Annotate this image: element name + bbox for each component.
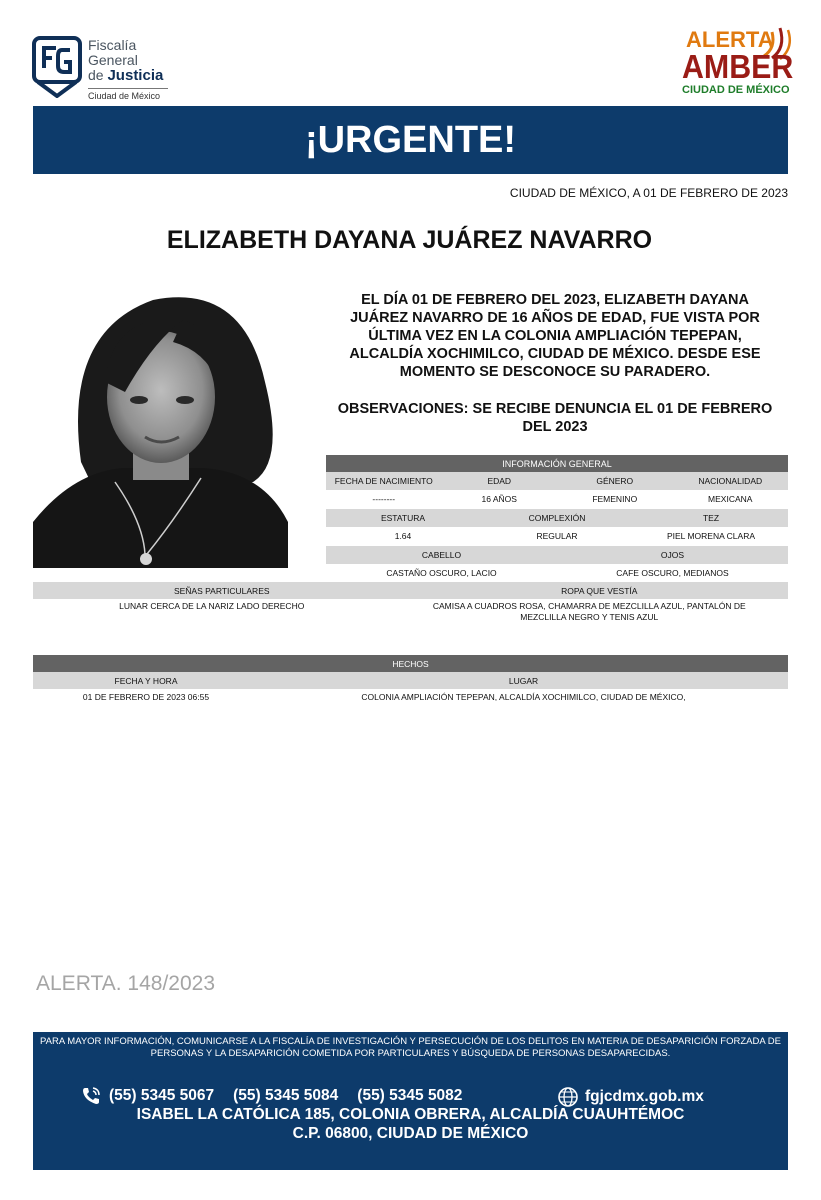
table-cell: FEMENINO: [592, 494, 638, 504]
fiscalia-line3-bold: Justicia: [107, 67, 164, 84]
table-header-cell: ESTATURA: [380, 513, 426, 523]
table-cell: 16 AÑOS: [481, 494, 517, 504]
footer-info-text: PARA MAYOR INFORMACIÓN, COMUNICARSE A LA FISCALÍA DE INVESTIGACIÓN Y PERSECUCIÓN DE LOS DELITOS EN MATERIA DE DESAPARICIÓN FORZADA DE PERSONAS Y LA DESAPARICIÓN COMETIDA POR PARTICULARES Y BÚSQUEDA DE PERSONAS DESAPARECIDAS.: [40, 1036, 781, 1059]
info-values-row4: [33, 600, 788, 622]
person-name: ELIZABETH DAYANA JUÁREZ NAVARRO: [166, 226, 653, 254]
phone-number[interactable]: (55) 5345 5067: [109, 1087, 215, 1104]
date-line: CIUDAD DE MÉXICO, A 01 DE FEBRERO DE 2023: [509, 186, 788, 200]
hechos-title: [33, 655, 788, 672]
website-link[interactable]: fgjcdmx.gob.mx: [585, 1088, 704, 1105]
table-cell: CASTAÑO OSCURO, LACIO: [386, 568, 497, 578]
table-cell: PIEL MORENA CLARA: [666, 531, 756, 541]
person-photo: [33, 272, 288, 568]
table-header-cell: NACIONALIDAD: [698, 476, 763, 486]
fgj-emblem-icon: [32, 36, 82, 98]
table-cell: MEXICANA: [708, 494, 753, 504]
phone-icon: [81, 1086, 101, 1106]
table-cell: --------: [372, 494, 396, 504]
portrait-image: [33, 272, 288, 568]
table-cell: COLONIA AMPLIACIÓN TEPEPAN, ALCALDÍA XOCHIMILCO, CIUDAD DE MÉXICO,: [361, 691, 686, 702]
urgent-banner: ¡URGENTE!: [33, 106, 788, 174]
table-header-cell: LUGAR: [508, 675, 539, 686]
address-line1: ISABEL LA CATÓLICA 185, COLONIA OBRERA, ALCALDÍA CUAUHTÉMOC: [136, 1106, 685, 1123]
phone-list: [81, 1086, 481, 1106]
footer-contact: [33, 1032, 788, 1170]
hechos-values: [33, 689, 788, 704]
table-header-cell: GÉNERO: [596, 476, 634, 486]
info-headers-row1: [326, 472, 788, 490]
amber-line1: ALERTA: [686, 27, 774, 52]
info-title-text: INFORMACIÓN GENERAL: [502, 458, 612, 469]
fiscalia-line1: Fiscalía: [88, 37, 137, 53]
table-header-cell: SEÑAS PARTICULARES: [173, 585, 270, 596]
hechos-headers: [33, 672, 788, 689]
table-cell: CAMISA A CUADROS ROSA, CHAMARRA DE MEZCLILLA AZUL, PANTALÓN DE MEZCLILLA NEGRO Y TENIS AZUL: [432, 601, 746, 622]
amber-line2: AMBER: [682, 48, 794, 85]
info-headers-row4: [33, 582, 788, 599]
table-cell: LUNAR CERCA DE LA NARIZ LADO DERECHO: [119, 601, 305, 611]
case-observations: OBSERVACIONES: SE RECIBE DENUNCIA EL 01 DE FEBRERO DEL 2023: [337, 401, 773, 435]
table-header-cell: FECHA DE NACIMIENTO: [334, 476, 433, 486]
alert-number: ALERTA. 148/2023: [36, 972, 216, 995]
table-cell: 1.64: [394, 531, 412, 541]
info-values-row1: [326, 490, 788, 508]
fiscalia-line3-pre: de: [88, 67, 108, 83]
table-header-cell: ROPA QUE VESTÍA: [561, 585, 638, 596]
table-header-cell: OJOS: [660, 550, 685, 560]
table-header-cell: CABELLO: [421, 550, 462, 560]
phone-number[interactable]: (55) 5345 5082: [357, 1087, 463, 1104]
table-cell: 01 DE FEBRERO DE 2023 06:55: [82, 691, 210, 702]
table-cell: REGULAR: [536, 531, 578, 541]
fiscalia-subtitle: Ciudad de México: [88, 88, 168, 101]
fiscalia-line3: [88, 68, 163, 83]
address-line2: C.P. 06800, CIUDAD DE MÉXICO: [292, 1125, 529, 1142]
fiscalia-logo: [32, 36, 172, 102]
phone-number[interactable]: (55) 5345 5084: [233, 1087, 339, 1104]
table-header-cell: COMPLEXIÓN: [528, 513, 586, 523]
fiscalia-line2: General: [88, 52, 138, 68]
globe-icon: [557, 1086, 579, 1108]
case-description: EL DÍA 01 DE FEBRERO DEL 2023, ELIZABETH DAYANA JUÁREZ NAVARRO DE 16 AÑOS DE EDAD, FUE VISTA POR ÚLTIMA VEZ EN LA COLONIA AMPLIACIÓN TEPEPAN, ALCALDÍA XOCHIMILCO, CIUDAD DE MÉXICO. DESDE ESE MOMENTO SE DESCONOCE SU PARADERO.: [349, 292, 761, 380]
hechos-title-text: HECHOS: [392, 658, 429, 669]
fiscalia-wordmark: [88, 38, 163, 83]
website: [557, 1086, 704, 1108]
alerta-amber-logo: [680, 24, 792, 102]
table-header-cell: EDAD: [487, 476, 512, 486]
info-title: [326, 455, 788, 472]
table-header-cell: FECHA Y HORA: [114, 675, 178, 686]
info-values-row3: [326, 564, 788, 582]
table-cell: CAFE OSCURO, MEDIANOS: [616, 568, 729, 578]
table-header-cell: TEZ: [702, 513, 720, 523]
info-values-row2: [326, 527, 788, 545]
info-headers-row2: [326, 509, 788, 527]
amber-line3: CIUDAD DE MÉXICO: [682, 84, 790, 96]
info-headers-row3: [326, 546, 788, 564]
